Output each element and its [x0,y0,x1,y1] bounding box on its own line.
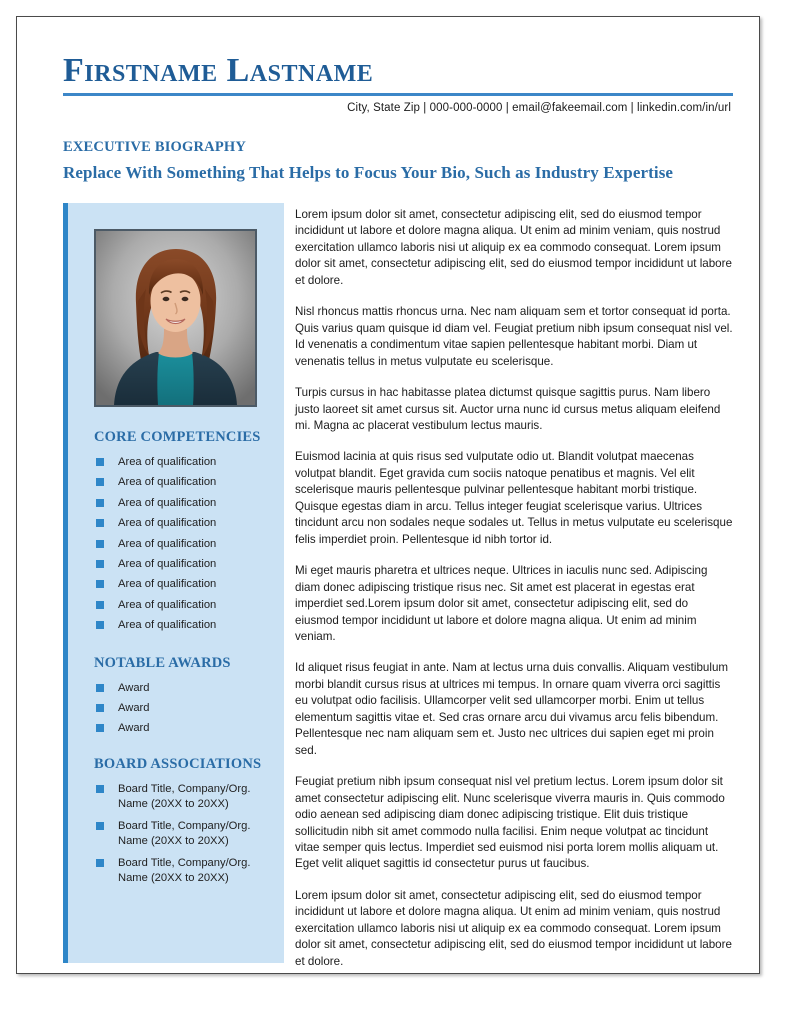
list-item-label: Area of qualification [118,598,217,611]
list-item-label: Award [118,682,150,695]
list-item [94,721,272,736]
headshot-photo [94,229,257,407]
document-page [16,16,760,974]
list-item [94,701,272,716]
body-paragraph: Feugiat pretium nibh ipsum consequat nisl vel pretium lectus. Lorem ipsum dolor sit amet consectetur adipiscing elit. Nunc scelerisque viverra mauris in. Quis commodo odio aenean sed adipiscing diam donec adipiscing tristique. Elit duis tristique sollicitudin nibh sit amet commodo nulla facilisi. Enim neque volutpat ac tincidunt vitae semper quis lectus. Imperdiet sed euismod nisi porta lorem mollis aliquam ut. Eget velit aliquet sagittis id consectetur purus ut faucibus. [295,775,725,871]
body-paragraph: Id aliquet risus feugiat in ante. Nam at lectus urna duis convallis. Aliquam vestibulum morbi blandit cursus risus at ultrices mi tempus. In ornare quam viverra orci sagittis eu volutpat odio facilisis. Ullamcorper velit sed ullamcorper morbi. Enim ut tellus elementum sagittis vitae et. Sed cras ornare arcu dui vivamus arcu felis bibendum. Pellentesque nec nam aliquam sem et. Justo nec ultrices dui sapien eget mi proin sed. [295,661,729,757]
list-item-label: Award [118,701,150,714]
list-item-label: Area of qualification [118,456,217,468]
list-item-label: Area of qualification [118,496,217,509]
list-item-label: Area of qualification [118,619,217,632]
list-item-label: Area of qualification [118,578,217,591]
list-item [94,681,272,696]
sidebar-heading-core-competencies: CORE COMPETENCIES [94,429,261,445]
notable-awards-list [68,681,284,736]
list-item [94,455,272,470]
square-bullet-icon [96,519,104,527]
page-content [17,17,759,973]
square-bullet-icon [96,822,104,830]
sidebar-heading-board-associations: BOARD ASSOCIATIONS [94,755,262,772]
list-item [94,598,272,613]
biography-body [295,207,733,974]
body-paragraph: Mi eget mauris pharetra et ultrices neque. Ultrices in iaculis nunc sed. Adipiscing diam donec adipiscing tristique risus nec. Sit amet est placerat in egestas erat imperdiet sed.Lorem ipsum dolor sit amet, consectetur adipiscing elit, sed do eiusmod tempor incididunt ut labore et dolore magna aliqua. Ut enim ad minim veniam. [295,564,708,643]
list-item [94,819,272,849]
section-label-executive-biography: EXECUTIVE BIOGRAPHY [63,139,247,155]
document-header [63,53,733,114]
board-associations-list [68,782,284,886]
list-item [94,557,272,572]
list-item-label: Area of qualification [118,537,217,550]
body-paragraph: Euismod lacinia at quis risus sed vulputate odio ut. Blandit volutpat maecenas volutpat blandit. Eget gravida cum sociis natoque penatibus et magnis. Vel elit scelerisque mauris pellentesque pulvinar pellentesque habitant morbi tristique. Quisque egestas diam in arcu. Tellus integer feugiat scelerisque varius. Ultrices tincidunt arcu non sodales neque sodales ut. Tellus in metus vulputate eu scelerisque felis imperdiet proin. Pellentesque id nibh tortor id. [295,450,733,546]
contact-info: City, State Zip | 000-000-0000 | email@fakeemail.com | linkedin.com/in/url [347,101,731,114]
body-paragraph: Turpis cursus in hac habitasse platea dictumst quisque sagittis purus. Nam libero justo laoreet sit amet cursus sit. Auctor urna nunc id cursus metus aliquam eleifend mi. Magna ac placerat vestibulum lectus mauris. [295,386,721,432]
list-item [94,856,272,886]
square-bullet-icon [96,458,104,466]
sidebar [63,203,284,963]
page-title: Firstname Lastname [63,52,374,89]
list-item [94,475,272,490]
list-item [94,782,272,812]
square-bullet-icon [96,684,104,692]
list-item [94,537,272,552]
core-competencies-list [68,455,284,633]
list-item-label: Area of qualification [118,517,217,530]
square-bullet-icon [96,540,104,548]
list-item-label: Award [118,721,150,734]
list-item [94,618,272,633]
list-item-label: Board Title, Company/Org. Name (20XX to 20XX) [118,856,251,884]
list-item-label: Board Title, Company/Org. Name (20XX to 20XX) [118,782,251,810]
header-divider [63,93,733,96]
list-item [94,496,272,511]
square-bullet-icon [96,499,104,507]
biography-headings [63,139,733,183]
square-bullet-icon [96,785,104,793]
body-paragraph: Lorem ipsum dolor sit amet, consectetur adipiscing elit, sed do eiusmod tempor incididunt ut labore et dolore magna aliqua. Ut enim ad minim veniam, quis nostrud exercitation ullamco laboris nisi ut aliquip ex ea commodo consequat. Lorem ipsum dolor sit amet, consectetur adipiscing elit, sed do eiusmod tempor incididunt ut labore et dolore. [295,208,732,287]
square-bullet-icon [96,704,104,712]
square-bullet-icon [96,601,104,609]
list-item-label: Board Title, Company/Org. Name (20XX to 20XX) [118,819,251,847]
biography-subtitle: Replace With Something That Helps to Focus Your Bio, Such as Industry Expertise [63,163,674,182]
square-bullet-icon [96,724,104,732]
list-item [94,577,272,592]
list-item [94,516,272,531]
body-paragraph: Nisl rhoncus mattis rhoncus urna. Nec nam aliquam sem et tortor consequat id porta. Quis varius quam quisque id diam vel. Feugiat pretium nibh ipsum consequat nisl vel. Id venenatis a condimentum vitae sapien pellentesque habitant morbi. Diam ut venenatis tellus in metus vulputate eu scelerisque. [295,305,733,368]
list-item-label: Area of qualification [118,557,217,570]
list-item-label: Area of qualification [118,476,217,489]
square-bullet-icon [96,580,104,588]
sidebar-heading-notable-awards: NOTABLE AWARDS [94,655,231,672]
square-bullet-icon [96,560,104,568]
square-bullet-icon [96,478,104,486]
body-paragraph: Lorem ipsum dolor sit amet, consectetur adipiscing elit, sed do eiusmod tempor incididunt ut labore et dolore magna aliqua. Ut enim ad minim veniam, quis nostrud exercitation ullamco laboris nisi ut aliquip ex ea commodo consequat. Lorem ipsum dolor sit amet, consectetur adipiscing elit, sed do eiusmod tempor incididunt ut labore et dolore. [295,888,732,968]
square-bullet-icon [96,621,104,629]
square-bullet-icon [96,859,104,867]
